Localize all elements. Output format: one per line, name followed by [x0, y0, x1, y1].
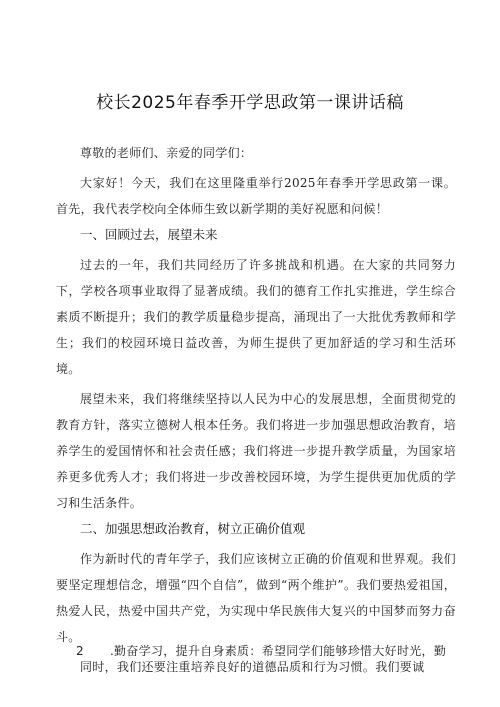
section2-paragraph-2: 同时，我们还要注重培养良好的道德品质和行为习惯。我们要诚 — [80, 660, 425, 674]
intro-paragraph: 大家好！今天，我们在这里隆重举行2025年春季开学思政第一课。首先，我代表学校向全体师生致以新学期的美好祝愿和问候！ — [56, 176, 456, 216]
section1-paragraph-2: 展望未来，我们将继续坚持以人民为中心的发展思想，全面贯彻党的教育方针，落实立德树人根本任务。我们将进一步加强思想政治教育，培养学生的爱国情怀和社会责任感；我们将进一步提升教学质量，为国家培养更多优秀人才；我们将进一步改善校园环境，为学生提供更加优质的学习和生活条件。 — [56, 392, 456, 510]
section2-paragraph-1: 作为新时代的青年学子，我们应该树立正确的价值观和世界观。我们要坚定理想信念，增强“四个自信”，做到“两个维护”。我们要热爱祖国，热爱人民，热爱中国共产党，为实现中华民族伟大复兴的中国梦而努力奋斗。 — [56, 552, 456, 644]
page-number: 2 — [76, 644, 84, 658]
section-heading-1: 一、回顾过去，展望未来 — [80, 227, 218, 242]
section-heading-2: 二、加强思想政治教育，树立正确价值观 — [80, 521, 306, 536]
page-title: 校长2025年春季开学思政第一课讲话稿 — [96, 93, 404, 113]
continuation-text: .勤奋学习，提升自身素质：希望同学们能够珍惜大好时光，勤 — [109, 644, 447, 658]
document-body — [56, 140, 456, 680]
greeting-paragraph: 尊敬的老师们、亲爱的同学们： — [80, 146, 253, 160]
continuation-line — [76, 638, 476, 664]
section1-paragraph-1: 过去的一年，我们共同经历了许多挑战和机遇。在大家的共同努力下，学校各项事业取得了显著成绩。我们的德育工作扎实推进，学生综合素质不断提升；我们的教学质量稳步提高，涌现出了一大批优秀教师和学生；我们的校园环境日益改善，为师生提供了更加舒适的学习和生活环境。 — [56, 258, 456, 376]
